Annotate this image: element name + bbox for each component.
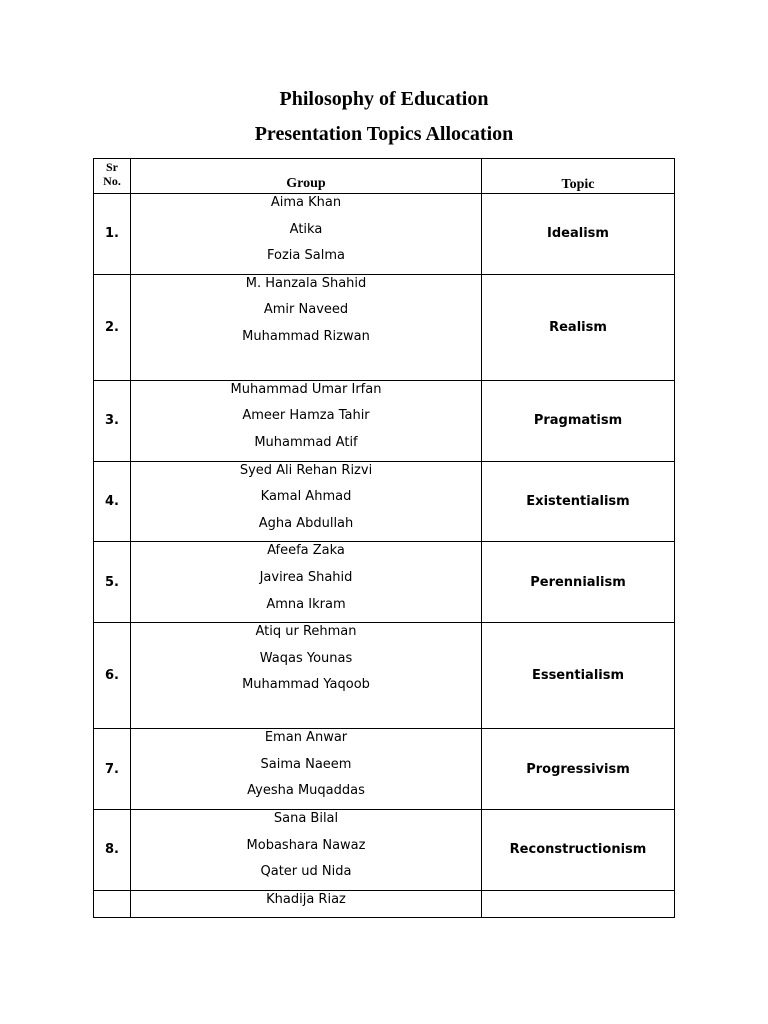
member-name: Eman Anwar — [264, 730, 348, 746]
row-group-members — [131, 809, 482, 890]
member-name: Mobashara Nawaz — [246, 837, 366, 853]
member-name: Syed Ali Rehan Rizvi — [239, 462, 373, 478]
table-row — [94, 461, 675, 542]
row-topic: Essentialism — [482, 623, 675, 729]
row-group-members — [131, 623, 482, 729]
row-topic: Realism — [482, 274, 675, 380]
member-name: Amna Ikram — [266, 596, 346, 612]
header-sr-line2: No. — [103, 174, 121, 188]
row-topic: Progressivism — [482, 729, 675, 810]
member-name: Ameer Hamza Tahir — [242, 408, 370, 424]
row-topic: Perennialism — [482, 542, 675, 623]
member-name: M. Hanzala Shahid — [245, 275, 367, 291]
row-sr-number — [94, 890, 131, 918]
row-topic: Existentialism — [482, 461, 675, 542]
member-name: Kamal Ahmad — [260, 489, 352, 505]
member-name: Muhammad Umar Irfan — [230, 381, 382, 397]
member-name: Saima Naeem — [260, 756, 352, 772]
header-sr-no — [94, 159, 131, 194]
row-sr-number: 1. — [94, 194, 131, 275]
member-name: Muhammad Yaqoob — [242, 677, 370, 693]
row-group-members — [131, 729, 482, 810]
row-topic: Reconstructionism — [482, 809, 675, 890]
member-name: Amir Naveed — [263, 302, 349, 318]
row-topic — [482, 890, 675, 918]
member-name: Atika — [289, 221, 323, 237]
row-topic: Pragmatism — [482, 380, 675, 461]
member-name: Atiq ur Rehman — [255, 624, 357, 640]
row-sr-number: 6. — [94, 623, 131, 729]
member-name: Agha Abdullah — [258, 515, 354, 531]
row-sr-number: 4. — [94, 461, 131, 542]
member-name: Fozia Salma — [267, 248, 345, 264]
table-row — [94, 890, 675, 918]
header-sr-line1: Sr — [106, 160, 118, 174]
row-group-members — [131, 461, 482, 542]
table-row — [94, 274, 675, 380]
member-name: Javirea Shahid — [259, 569, 353, 585]
table-row — [94, 542, 675, 623]
row-group-members — [131, 194, 482, 275]
row-sr-number: 5. — [94, 542, 131, 623]
table-header-row — [94, 159, 675, 194]
row-group-members — [131, 380, 482, 461]
row-group-members — [131, 542, 482, 623]
header-group: Group — [131, 159, 482, 194]
row-sr-number: 2. — [94, 274, 131, 380]
row-group-members — [131, 274, 482, 380]
row-sr-number: 3. — [94, 380, 131, 461]
member-name: Waqas Younas — [259, 650, 353, 666]
member-name: Qater ud Nida — [260, 864, 352, 880]
document-title: Philosophy of Education — [279, 88, 489, 110]
allocation-table — [93, 158, 675, 918]
row-sr-number: 7. — [94, 729, 131, 810]
member-name: Muhammad Rizwan — [242, 328, 370, 344]
member-name: Muhammad Atif — [254, 434, 358, 450]
row-sr-number: 8. — [94, 809, 131, 890]
member-name: Ayesha Muqaddas — [247, 783, 365, 799]
member-name: Aima Khan — [270, 195, 342, 210]
row-group-members — [131, 890, 482, 918]
row-topic: Idealism — [482, 194, 675, 275]
table-row — [94, 380, 675, 461]
table-row — [94, 729, 675, 810]
header-topic: Topic — [482, 159, 675, 194]
member-name: Khadija Riaz — [266, 891, 346, 907]
member-name: Sana Bilal — [273, 810, 339, 826]
table-row — [94, 809, 675, 890]
member-name: Afeefa Zaka — [267, 543, 345, 559]
document-subtitle: Presentation Topics Allocation — [254, 123, 514, 145]
table-row — [94, 623, 675, 729]
table-row — [94, 194, 675, 275]
